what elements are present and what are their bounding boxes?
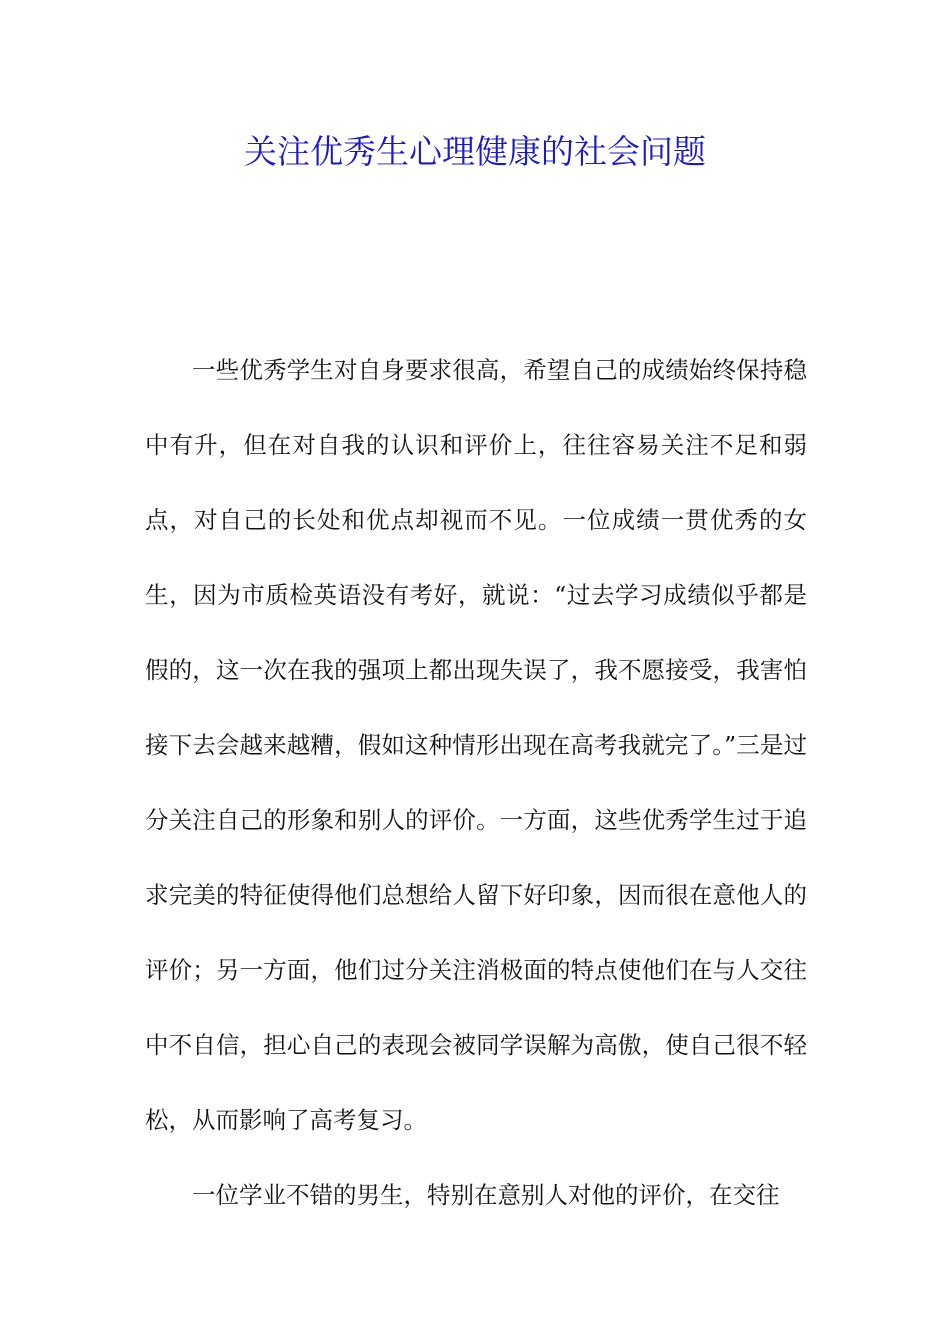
paragraph: 一位学业不错的男生，特别在意别人对他的评价，在交往	[192, 1181, 780, 1209]
document-title: 关注优秀生心理健康的社会问题	[244, 132, 706, 171]
document-body	[145, 333, 807, 1233]
paragraph: 一些优秀学生对自身要求很高，希望自己的成绩始终保持稳中有升，但在对自我的认识和评价上，往往容易关注不足和弱点，对自己的长处和优点却视而不见。一位成绩一贯优秀的女生，因为市质检英语没有考好，就说：“过去学习成绩似乎都是假的，这一次在我的强项上都出现失误了，我不愿接受，我害怕接下去会越来越糟，假如这种情形出现在高考我就完了。”三是过分关注自己的形象和别人的评价。一方面，这些优秀学生过于追求完美的特征使得他们总想给人留下好印象，因而很在意他人的评价；另一方面，他们过分关注消极面的特点使他们在与人交往中不自信，担心自己的表现会被同学误解为高傲，使自己很不轻松，从而影响了高考复习。	[145, 356, 807, 1134]
